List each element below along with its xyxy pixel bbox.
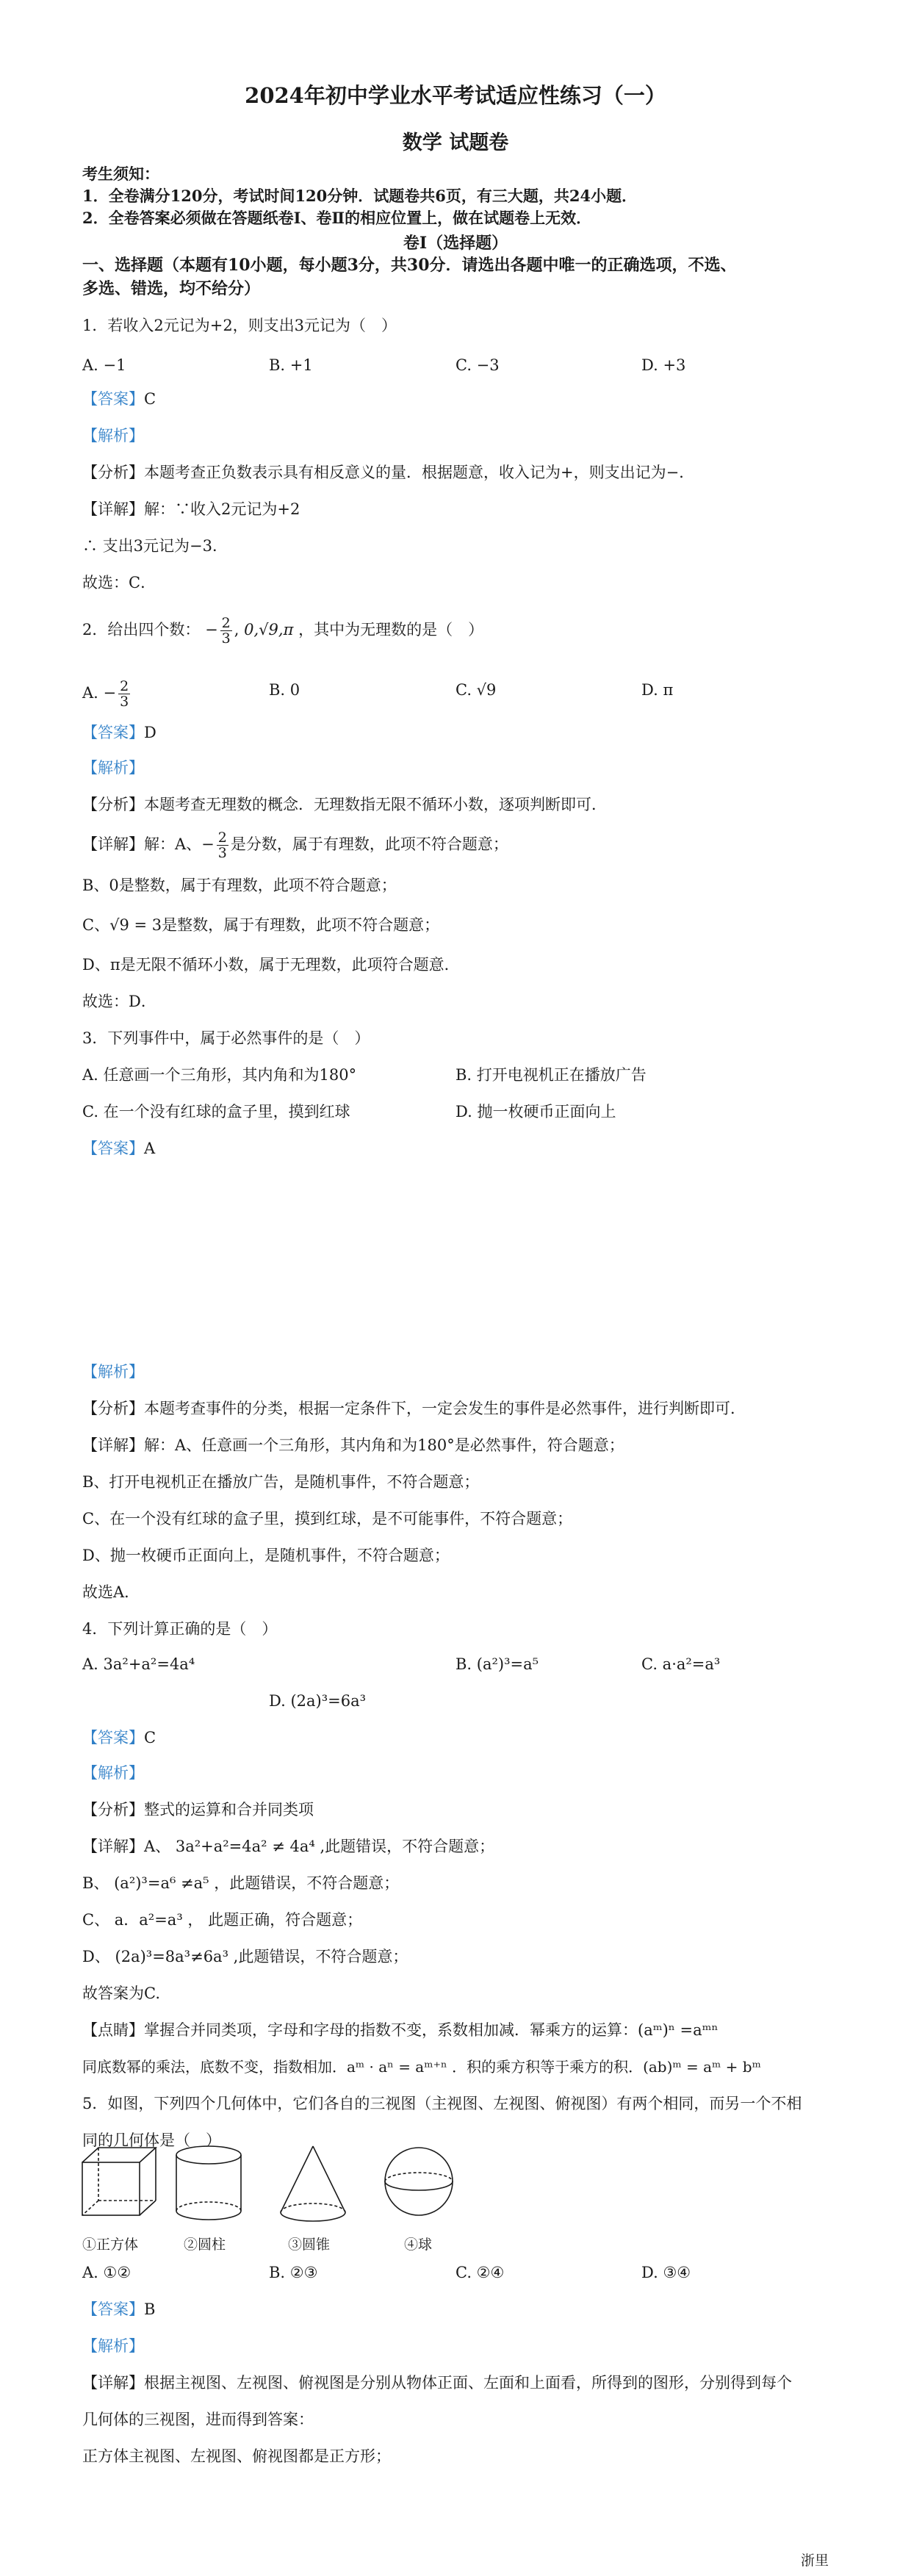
analysis-tag: 【解析】 xyxy=(82,427,144,445)
option-c: C. √9 xyxy=(455,681,497,699)
option-c: C. a·a²=a³ xyxy=(641,1655,721,1673)
xiangjie-text: 解：∵收入2元记为+2 xyxy=(144,500,300,518)
option-d: D. 抛一枚硬币正面向上 xyxy=(455,1103,616,1120)
detail-line: 故选：C． xyxy=(82,574,156,591)
xiangjie-tag: 【详解】 xyxy=(82,500,144,518)
option-b: B. ②③ xyxy=(269,2264,318,2281)
detail-line: C、在一个没有红球的盒子里，摸到红球，是不可能事件，不符合题意； xyxy=(82,1510,573,1528)
detail-line: B、打开电视机正在播放广告，是随机事件，不符合题意； xyxy=(82,1473,480,1491)
detail-line: D、 (2a)³=8a³≠6a³ ,此题错误，不符合题意； xyxy=(82,1948,408,1965)
exam-title: 2024年初中学业水平考试适应性练习（一） xyxy=(245,83,666,108)
option-b: B. 打开电视机正在播放广告 xyxy=(455,1066,647,1084)
option-a: A. 任意画一个三角形，其内角和为180° xyxy=(82,1066,357,1084)
detail-line: 【详解】解：A、− $\frac{2}{3}$ 是分数，属于有理数，此项不符合题意； xyxy=(82,830,508,861)
solid-label: ④球 xyxy=(404,2237,433,2253)
section-instructions: 一、选择题（本题有10小题，每小题3分，共30分．请选出各题中唯一的正确选项，不选、 xyxy=(82,256,737,275)
answer-line xyxy=(82,388,156,410)
detail-line: 几何体的三视图，进而得到答案： xyxy=(82,2411,314,2428)
detail-line: C、 a．a²=a³ ， 此题正确，符合题意； xyxy=(82,1911,363,1929)
answer-tag: 【答案】 xyxy=(82,724,144,741)
detail-line: 故答案为C. xyxy=(82,1985,160,2002)
detail-line: 故选：D． xyxy=(82,993,156,1010)
analysis-tag: 【解析】 xyxy=(82,2337,144,2355)
analysis-tag: 【解析】 xyxy=(82,759,144,777)
option-c: C. 在一个没有红球的盒子里，摸到红球 xyxy=(82,1103,350,1120)
analysis-line: 【分析】整式的运算和合并同类项 xyxy=(82,1801,314,1818)
detail-line: D、抛一枚硬币正面向上，是随机事件，不符合题意； xyxy=(82,1547,450,1564)
question-stem: 4．下列计算正确的是（ ） xyxy=(82,1620,278,1638)
option-b: B. (a²)³=a⁵ xyxy=(455,1655,539,1673)
option-a: A. ①② xyxy=(82,2264,132,2281)
detail-line: 正方体主视图、左视图、俯视图都是正方形； xyxy=(82,2447,391,2465)
analysis-line: 【分析】本题考查事件的分类，根据一定条件下，一定会发生的事件是必然事件，进行判断即可． xyxy=(82,1400,746,1417)
question-stem: 1．若收入2元记为+2，则支出3元记为（ ） xyxy=(82,317,397,334)
option-a: A. 3a²+a²=4a⁴ xyxy=(82,1655,195,1673)
solids-figure xyxy=(79,2142,491,2230)
question-stem: 2．给出四个数： − $\frac{2}{3}$ , 0,√9,π ，其中为无理数的是（ ） xyxy=(82,615,484,647)
answer-value: D xyxy=(144,724,156,741)
option-b: B. +1 xyxy=(269,356,313,374)
section-title: 卷I（选择题） xyxy=(403,234,508,253)
detail-line: B、0是整数，属于有理数，此项不符合题意； xyxy=(82,877,397,894)
cylinder-figure xyxy=(176,2146,241,2220)
analysis-line: 【分析】本题考查无理数的概念．无理数指无限不循环小数，逐项判断即可． xyxy=(82,796,607,813)
detail-line: D、π是无限不循环小数，属于无理数，此项符合题意． xyxy=(82,956,460,974)
question-stem: 同的几何体是（ ） xyxy=(82,2131,221,2149)
cone-figure xyxy=(281,2146,345,2221)
instruction-item: 2．全卷答案必须做在答题纸卷Ⅰ、卷Ⅱ的相应位置上，做在试题卷上无效． xyxy=(82,209,592,227)
stem-prefix: 2．给出四个数： xyxy=(82,621,201,638)
sphere-figure xyxy=(385,2148,453,2215)
question-stem: 3．下列事件中，属于必然事件的是（ ） xyxy=(82,1029,370,1047)
option-d: D. π xyxy=(641,681,674,699)
option-a: A. −1 xyxy=(82,356,126,374)
solid-label: ①正方体 xyxy=(82,2237,139,2253)
instructions-heading: 考生须知： xyxy=(82,165,159,183)
answer-line: 【答案】C xyxy=(82,1729,156,1746)
detail-line: ∴ 支出3元记为−3． xyxy=(82,537,228,555)
option-a: A. − $\frac{2}{3}$ xyxy=(82,678,129,710)
page-footer: 浙里 xyxy=(800,2552,829,2569)
option-b: B. 0 xyxy=(269,681,300,699)
detail-line: B、 (a²)³=a⁶ ≠a⁵ ，此题错误，不符合题意； xyxy=(82,1874,400,1892)
tip-line: 【点睛】掌握合并同类项，字母和字母的指数不变，系数相加减．幂乘方的运算：(aᵐ)ⁿ =aᵐⁿ xyxy=(82,2021,719,2039)
solid-label: ③圆锥 xyxy=(288,2237,331,2253)
option-d: D. (2a)³=6a³ xyxy=(269,1692,367,1710)
stem-suffix: ，其中为无理数的是（ ） xyxy=(298,621,484,638)
section-instructions: 多选、错选，均不给分） xyxy=(82,279,261,298)
question-stem: 5．如图，下列四个几何体中，它们各自的三视图（主视图、左视图、俯视图）有两个相同，而另一个不相 xyxy=(82,2095,802,2112)
answer-tag: 【答案】 xyxy=(82,390,144,408)
option-d: D. +3 xyxy=(641,356,686,374)
detail-line: 故选A． xyxy=(82,1583,140,1601)
detail-line: C、√9 = 3是整数，属于有理数，此项不符合题意； xyxy=(82,916,440,934)
cube-figure xyxy=(82,2148,156,2215)
fraction: − $\frac{2}{3}$ xyxy=(205,615,231,647)
exam-subtitle: 数学 试题卷 xyxy=(402,132,509,154)
detail-line: 【详解】A、 3a²+a²=4a² ≠ 4a⁴ ,此题错误，不符合题意； xyxy=(82,1838,495,1855)
detail-line: 【详解】根据主视图、左视图、俯视图是分别从物体正面、左面和上面看，所得到的图形，分别得到每个 xyxy=(82,2374,792,2392)
solid-label: ②圆柱 xyxy=(184,2237,226,2253)
fenxi-tag: 【分析】 xyxy=(82,464,144,481)
option-c: C. ②④ xyxy=(455,2264,505,2281)
answer-line: 【答案】B xyxy=(82,2300,156,2318)
analysis-tag: 【解析】 xyxy=(82,1363,144,1381)
fenxi-text: 本题考查正负数表示具有相反意义的量．根据题意，收入记为+，则支出记为−． xyxy=(144,464,695,481)
detail-line xyxy=(82,498,300,520)
answer-line xyxy=(82,722,156,744)
option-c: C. −3 xyxy=(455,356,500,374)
detail-line: 【详解】解：A、任意画一个三角形，其内角和为180°是必然事件，符合题意； xyxy=(82,1436,624,1454)
option-d: D. ③④ xyxy=(641,2264,691,2281)
answer-line: 【答案】A xyxy=(82,1140,156,1157)
analysis-tag: 【解析】 xyxy=(82,1764,144,1782)
instruction-item: 1．全卷满分120分，考试时间120分钟．试题卷共6页，有三大题，共24小题． xyxy=(82,187,638,205)
analysis-line xyxy=(82,461,694,483)
answer-value: C xyxy=(144,390,156,408)
tip-line: 同底数幂的乘法，底数不变，指数相加．aᵐ · aⁿ = aᵐ⁺ⁿ ．积的乘方积等于乘方的积．(ab)ᵐ = aᵐ + bᵐ xyxy=(82,2058,761,2076)
stem-math: 0,√9,π xyxy=(244,621,294,638)
